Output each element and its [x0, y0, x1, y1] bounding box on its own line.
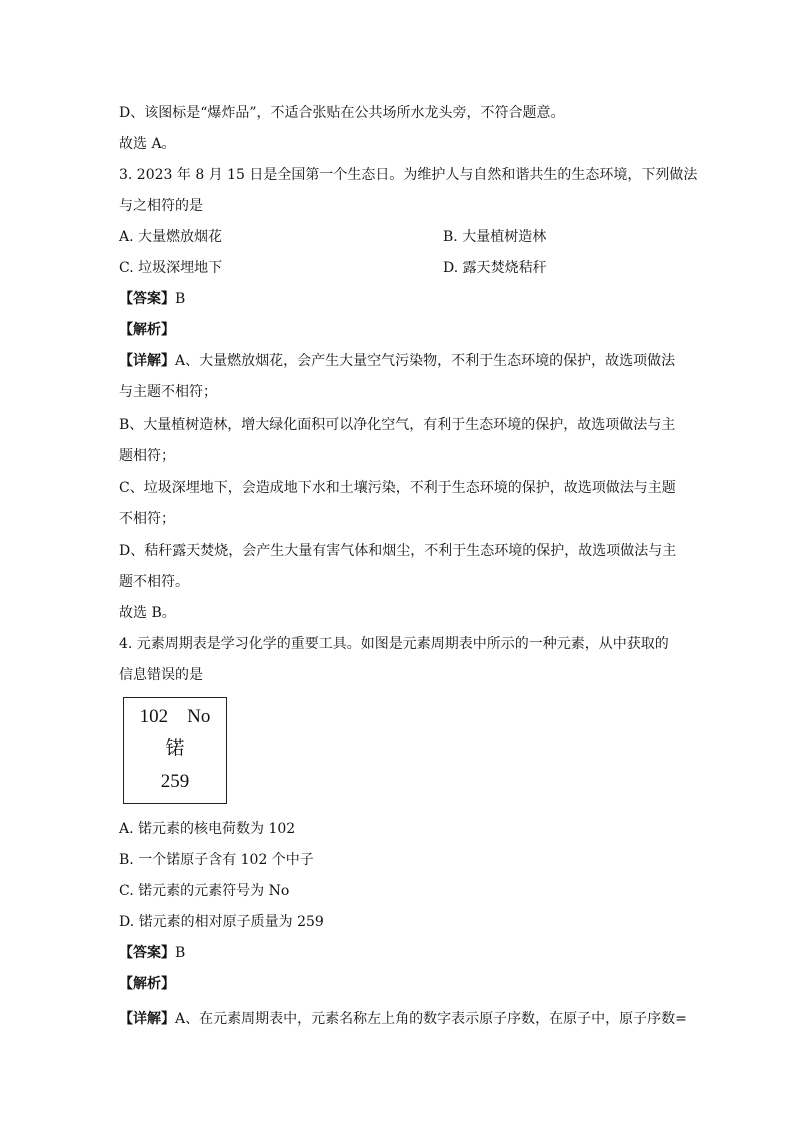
analysis-tag: 【解析】 — [119, 976, 175, 992]
element-card — [123, 697, 227, 804]
explanation-tag: 【详解】 — [119, 353, 175, 369]
explanation-text: A、在元素周期表中，元素名称左上角的数字表示原子序数，在原子中，原子序数= — [175, 1011, 687, 1027]
answer-line — [119, 943, 185, 963]
answer-line — [119, 289, 185, 309]
question-4-stem: 信息错误的是 — [119, 667, 203, 683]
explanation-line: 题相符； — [119, 448, 175, 464]
explanation-text: A、大量燃放烟花，会产生大量空气污染物，不利于生态环境的保护，故选项做法 — [175, 353, 676, 369]
answer-value: B — [175, 945, 186, 961]
element-symbol: No — [187, 706, 211, 727]
element-mass: 259 — [160, 771, 190, 792]
question-3-stem: 3. 2023 年 8 月 15 日是全国第一个生态日。为维护人与自然和谐共生的生态环境，下列做法 — [119, 167, 698, 183]
analysis-tag: 【解析】 — [119, 322, 175, 338]
element-name: 锘 — [165, 738, 185, 759]
answer-tag: 【答案】 — [119, 291, 175, 307]
text-line: D、该图标是“爆炸品”，不适合张贴在公共场所水龙头旁，不符合题意。 — [119, 105, 565, 121]
option-a: A. 锘元素的核电荷数为 102 — [119, 821, 296, 837]
option-c: C. 锘元素的元素符号为 No — [119, 883, 290, 899]
text-line: 故选 B。 — [119, 605, 176, 621]
explanation-line: B、大量植树造林，增大绿化面积可以净化空气，有利于生态环境的保护，故选项做法与主 — [119, 417, 676, 433]
answer-value: B — [175, 291, 186, 307]
question-4-stem: 4. 元素周期表是学习化学的重要工具。如图是元素周期表中所示的一种元素，从中获取的 — [119, 636, 669, 652]
question-3-stem: 与之相符的是 — [119, 198, 203, 214]
explanation-line: 与主题不相符； — [119, 384, 217, 400]
explanation-line: D、秸秆露天焚烧，会产生大量有害气体和烟尘，不利于生态环境的保护，故选项做法与主 — [119, 543, 677, 559]
explanation-line — [119, 351, 675, 371]
element-number: 102 — [139, 706, 169, 727]
explanation-line — [119, 1009, 687, 1029]
option-b: B. 大量植树造林 — [443, 229, 547, 245]
option-b: B. 一个锘原子含有 102 个中子 — [119, 852, 314, 868]
explanation-tag: 【详解】 — [119, 1011, 175, 1027]
text-line: 故选 A。 — [119, 136, 176, 152]
option-c: C. 垃圾深埋地下 — [119, 260, 223, 276]
option-a: A. 大量燃放烟花 — [119, 229, 223, 245]
option-d: D. 露天焚烧秸秆 — [443, 260, 547, 276]
explanation-line: 不相符； — [119, 511, 175, 527]
explanation-line: 题不相符。 — [119, 574, 189, 590]
explanation-line: C、垃圾深埋地下，会造成地下水和土壤污染，不利于生态环境的保护，故选项做法与主题 — [119, 480, 676, 496]
answer-tag: 【答案】 — [119, 945, 175, 961]
option-d: D. 锘元素的相对原子质量为 259 — [119, 914, 324, 930]
